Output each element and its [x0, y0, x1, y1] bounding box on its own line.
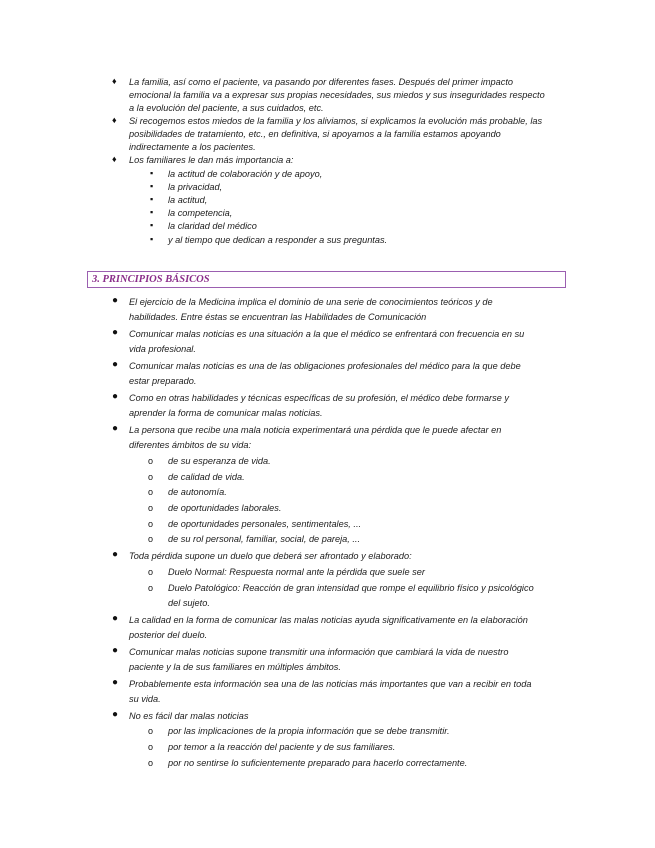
sub-item-text: la actitud de colaboración y de apoyo, [168, 169, 323, 179]
paragraph-text: El ejercicio de la Medicina implica el dominio de una serie de conocimientos teóricos y de [129, 297, 493, 307]
diamond-bullet-icon: ♦ [112, 154, 117, 164]
list-item-text: emocional la familia va a expresar sus propias necesidades, sus miedos y sus inseguridades respecto [129, 90, 545, 100]
list-item-text: indirectamente a los pacientes. [129, 142, 256, 152]
circle-bullet-icon: o [148, 742, 154, 752]
paragraph-text: habilidades. Entre éstas se encuentran las Habilidades de Comunicación [129, 312, 427, 322]
paragraph-text: su vida. [129, 694, 161, 704]
circle-bullet-icon: o [148, 726, 154, 736]
paragraph-text: vida profesional. [129, 344, 196, 354]
sub-item-text: por las implicaciones de la propia información que se debe transmitir. [168, 726, 450, 736]
paragraph-text: Probablemente esta información sea una de las noticias más importantes que van a recibir en toda [129, 679, 532, 689]
circle-bullet-icon: o [148, 456, 154, 466]
circle-bullet-icon: o [148, 503, 154, 513]
paragraph-text: La persona que recibe una mala noticia experimentará una pérdida que le puede afectar en [129, 425, 502, 435]
bullet-icon: ● [112, 423, 119, 434]
square-bullet-icon: ▪ [150, 207, 154, 217]
bullet-icon: ● [112, 677, 119, 688]
circle-bullet-icon: o [148, 534, 154, 544]
paragraph-text: diferentes ámbitos de su vida: [129, 440, 252, 450]
sub-item-text: y al tiempo que dedican a responder a sus preguntas. [168, 235, 388, 245]
sub-item-text: por temor a la reacción del paciente y de sus familiares. [168, 742, 396, 752]
paragraph-text: paciente y la de sus familiares en múltiples ámbitos. [129, 662, 341, 672]
bullet-icon: ● [112, 709, 119, 720]
sub-item-text: la privacidad, [168, 182, 223, 192]
circle-bullet-icon: o [148, 487, 154, 497]
paragraph-text: posterior del duelo. [129, 630, 208, 640]
paragraph-text: Comunicar malas noticias es una de las obligaciones profesionales del médico para la que debe [129, 361, 521, 371]
list-item-text: posibilidades de tratamiento, etc., en definitiva, si apoyamos a la familia estamos apoyando [129, 129, 501, 139]
diamond-bullet-icon: ♦ [112, 115, 117, 125]
section-heading: 3. PRINCIPIOS BÁSICOS [92, 274, 210, 285]
paragraph-text: Comunicar malas noticias es una situación a la que el médico se enfrentará con frecuencia en su [129, 329, 525, 339]
sub-item-text: la claridad del médico [168, 221, 257, 231]
square-bullet-icon: ▪ [150, 234, 154, 244]
paragraph-text: La calidad en la forma de comunicar las malas noticias ayuda significativamente en la elaboración [129, 615, 528, 625]
circle-bullet-icon: o [148, 472, 154, 482]
paragraph-text: No es fácil dar malas noticias [129, 711, 249, 721]
square-bullet-icon: ▪ [150, 194, 154, 204]
paragraph-text: Como en otras habilidades y técnicas específicas de su profesión, el médico debe formarse y [129, 393, 509, 403]
bullet-icon: ● [112, 549, 119, 560]
sub-item-text: la actitud, [168, 195, 208, 205]
bullet-icon: ● [112, 645, 119, 656]
square-bullet-icon: ▪ [150, 220, 154, 230]
sub-item-text: de autonomía. [168, 487, 227, 497]
sub-item-text: Duelo Patológico: Reacción de gran intensidad que rompe el equilibrio físico y psicológico [168, 583, 534, 593]
paragraph-text: aprender la forma de comunicar malas noticias. [129, 408, 323, 418]
circle-bullet-icon: o [148, 567, 154, 577]
square-bullet-icon: ▪ [150, 168, 154, 178]
bullet-icon: ● [112, 359, 119, 370]
circle-bullet-icon: o [148, 519, 154, 529]
sub-item-text: de oportunidades personales, sentimentales, ... [168, 519, 362, 529]
list-item-text: a la evolución del paciente, a sus cuidados, etc. [129, 103, 324, 113]
list-item-text: Si recogemos estos miedos de la familia y los aliviamos, si explicamos la evolución más probable, las [129, 116, 543, 126]
sub-item-text: Duelo Normal: Respuesta normal ante la pérdida que suele ser [168, 567, 425, 577]
sub-item-text: la competencia, [168, 208, 233, 218]
bullet-icon: ● [112, 295, 119, 306]
list-item-text: Los familiares le dan más importancia a: [129, 155, 294, 165]
sub-item-text: de oportunidades laborales. [168, 503, 282, 513]
paragraph-text: Toda pérdida supone un duelo que deberá ser afrontado y elaborado: [129, 551, 412, 561]
paragraph-text: estar preparado. [129, 376, 197, 386]
paragraph-text: Comunicar malas noticias supone transmitir una información que cambiará la vida de nuestro [129, 647, 509, 657]
sub-item-text: de calidad de vida. [168, 472, 245, 482]
bullet-icon: ● [112, 327, 119, 338]
bullet-icon: ● [112, 391, 119, 402]
square-bullet-icon: ▪ [150, 181, 154, 191]
circle-bullet-icon: o [148, 758, 154, 768]
sub-item-text: de su esperanza de vida. [168, 456, 271, 466]
diamond-bullet-icon: ♦ [112, 76, 117, 86]
bullet-icon: ● [112, 613, 119, 624]
sub-item-text: por no sentirse lo suficientemente preparado para hacerlo correctamente. [168, 758, 468, 768]
circle-bullet-icon: o [148, 583, 154, 593]
sub-item-text: del sujeto. [168, 598, 210, 608]
list-item-text: La familia, así como el paciente, va pasando por diferentes fases. Después del primer impacto [129, 77, 514, 87]
sub-item-text: de su rol personal, familiar, social, de pareja, ... [168, 534, 361, 544]
section-heading-box [87, 271, 566, 288]
